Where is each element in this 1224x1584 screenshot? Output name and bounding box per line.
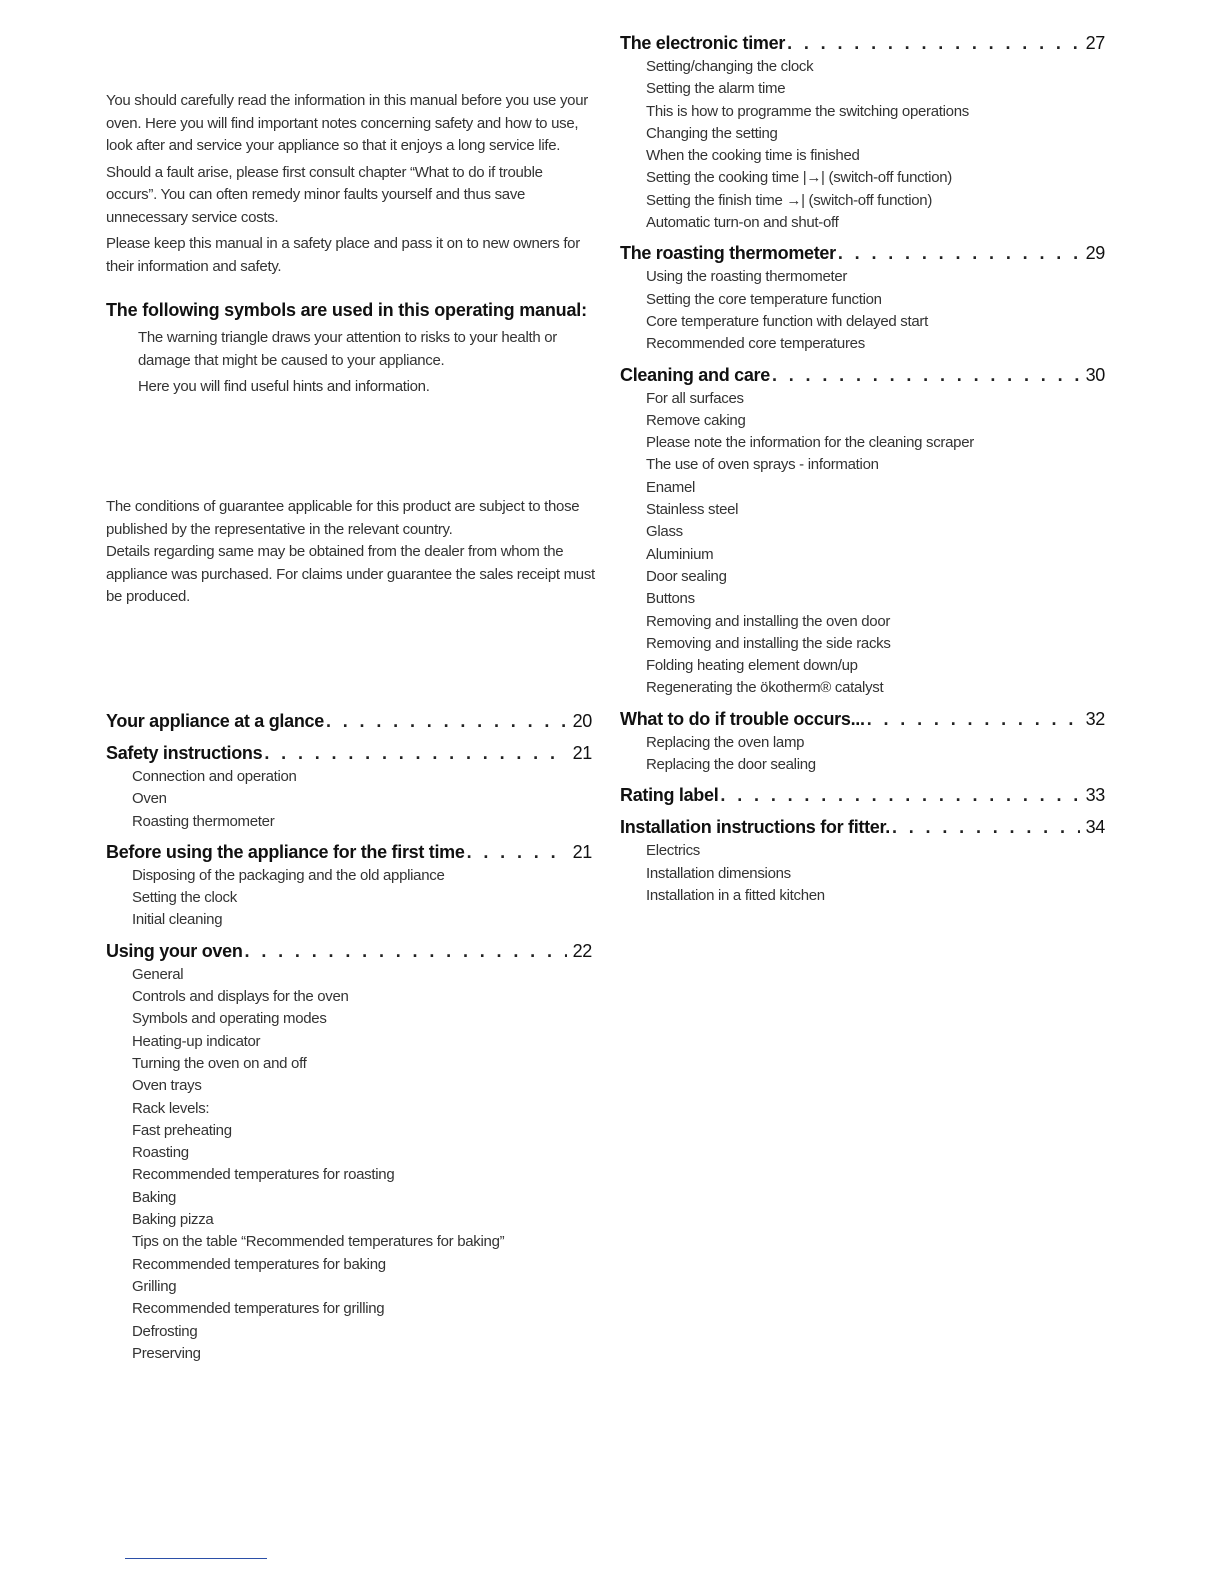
toc-dot-leader: [787, 30, 1080, 56]
intro-paragraph: You should carefully read the information in this manual before you use your oven. Here you will find important notes concerning safety and how to use, look after and service your appliance so that it enjoys a long service life.: [106, 92, 588, 154]
toc-subitem: Regenerating the ökotherm® catalyst: [646, 679, 884, 697]
toc-subitem: Recommended temperatures for roasting: [132, 1166, 395, 1184]
toc-dot-leader: [772, 362, 1080, 388]
toc-heading[interactable]: [620, 706, 1105, 732]
toc-heading[interactable]: [106, 708, 592, 734]
toc-heading-title: Safety instructions: [106, 743, 263, 763]
toc-section: [620, 240, 1105, 355]
toc-subitem: Recommended temperatures for grilling: [132, 1300, 385, 1318]
toc-subitem: Replacing the oven lamp: [646, 733, 805, 751]
toc-page-number: 29: [1085, 243, 1105, 264]
toc-subitem: Glass: [646, 523, 683, 541]
toc-page-number: 34: [1085, 817, 1105, 838]
toc-subitem: Baking pizza: [132, 1211, 214, 1229]
toc-subitem: Baking: [132, 1188, 177, 1206]
toc-subitem: The use of oven sprays - information: [646, 456, 879, 474]
toc-subitem: Installation dimensions: [646, 864, 791, 882]
toc-section: [620, 30, 1105, 234]
toc-subitem: Installation in a fitted kitchen: [646, 886, 825, 904]
toc-section: [620, 782, 1105, 808]
toc-subitem: Oven: [132, 790, 167, 808]
toc-dot-leader: [467, 839, 567, 865]
toc-subitem: Disposing of the packaging and the old appliance: [132, 866, 445, 884]
toc-page-number: 21: [572, 841, 592, 862]
toc-subitem: Preserving: [132, 1344, 201, 1362]
toc-subitem: Setting the cooking time |→| (switch-off function): [646, 169, 952, 187]
toc-subitem: Aluminium: [646, 545, 714, 563]
table-of-contents-right: [620, 30, 1105, 913]
toc-section: [620, 362, 1105, 700]
toc-subitem: Removing and installing the oven door: [646, 612, 891, 630]
toc-subitem: Setting the alarm time: [646, 80, 786, 98]
guarantee-paragraph: Details regarding same may be obtained from the dealer from whom the appliance was purchased. For claims under guarantee the sales receipt must be produced.: [106, 543, 595, 605]
toc-subitem: Automatic turn-on and shut-off: [646, 214, 839, 232]
toc-subitem: Setting the finish time →| (switch-off function): [646, 191, 933, 209]
toc-subitem: Turning the oven on and off: [132, 1054, 307, 1072]
symbol-warning-text: The warning triangle draws your attention to risks to your health or damage that might be caused to your appliance.: [138, 329, 557, 369]
toc-subitem: Setting/changing the clock: [646, 58, 814, 75]
toc-subitem: When the cooking time is finished: [646, 147, 860, 165]
toc-heading[interactable]: [106, 740, 592, 766]
toc-subitem: Fast preheating: [132, 1121, 232, 1139]
toc-page-number: 30: [1085, 364, 1105, 385]
toc-subitem: Folding heating element down/up: [646, 657, 858, 675]
toc-heading-title: Before using the appliance for the first time: [106, 841, 465, 862]
toc-subitem: For all surfaces: [646, 389, 744, 407]
toc-heading-title: Rating label: [620, 785, 719, 806]
toc-subitem: Controls and displays for the oven: [132, 988, 349, 1006]
toc-subitem: Defrosting: [132, 1322, 198, 1340]
toc-subitem: Core temperature function with delayed start: [646, 312, 928, 330]
toc-heading[interactable]: [106, 839, 592, 865]
toc-page-number: 27: [1085, 33, 1105, 53]
toc-heading-title: The roasting thermometer: [620, 243, 836, 264]
intro-section: [106, 90, 596, 403]
toc-subitem: Setting the clock: [132, 889, 237, 907]
toc-page-number: 32: [1085, 708, 1105, 729]
toc-subitem: Roasting thermometer: [132, 812, 275, 830]
toc-heading[interactable]: [620, 814, 1105, 840]
toc-subitem: Removing and installing the side racks: [646, 634, 891, 652]
toc-dot-leader: [720, 782, 1079, 808]
toc-subitem: Tips on the table “Recommended temperatures for baking”: [132, 1233, 505, 1251]
toc-section: [620, 706, 1105, 777]
toc-subitem: Initial cleaning: [132, 911, 223, 929]
toc-subitem: Roasting: [132, 1144, 189, 1162]
toc-subitem: This is how to programme the switching operations: [646, 102, 969, 120]
toc-subitem: Door sealing: [646, 567, 727, 585]
toc-subitem: Using the roasting thermometer: [646, 268, 848, 286]
toc-dot-leader: [867, 706, 1080, 732]
toc-section: [106, 938, 592, 1365]
toc-subitem: Recommended core temperatures: [646, 335, 865, 353]
toc-dot-leader: [245, 938, 567, 964]
toc-page-number: 21: [572, 743, 592, 763]
toc-heading-title: Your appliance at a glance: [106, 711, 324, 731]
toc-subitem: Stainless steel: [646, 501, 739, 519]
toc-section: [620, 814, 1105, 907]
toc-heading[interactable]: [106, 938, 592, 964]
toc-heading-title: Cleaning and care: [620, 364, 770, 385]
toc-dot-leader: [838, 240, 1080, 266]
guarantee-section: [106, 496, 596, 613]
toc-section: [106, 740, 592, 833]
symbols-heading: The following symbols are used in this operating manual:: [106, 300, 587, 320]
toc-subitem: General: [132, 965, 184, 983]
toc-heading-title: What to do if trouble occurs...: [620, 708, 865, 729]
toc-page-number: 22: [572, 940, 592, 961]
toc-subitem: Enamel: [646, 478, 696, 496]
symbol-hint-text: Here you will find useful hints and information.: [138, 378, 430, 395]
guarantee-paragraph: The conditions of guarantee applicable for this product are subject to those published by the representative in the relevant country.: [106, 498, 580, 538]
toc-heading-title: Installation instructions for fitter.: [620, 817, 890, 838]
intro-paragraph: Please keep this manual in a safety place and pass it on to new owners for their information and safety.: [106, 235, 580, 275]
toc-section: [106, 839, 592, 932]
toc-subitem: Remove caking: [646, 411, 746, 429]
toc-subitem: Connection and operation: [132, 768, 297, 785]
toc-heading[interactable]: [620, 240, 1105, 266]
toc-subitem: Symbols and operating modes: [132, 1010, 327, 1028]
table-of-contents-left: [106, 708, 592, 1371]
toc-subitem: Buttons: [646, 590, 695, 608]
toc-subitem: Recommended temperatures for baking: [132, 1255, 386, 1273]
toc-subitem: Setting the core temperature function: [646, 290, 882, 308]
toc-dot-leader: [892, 814, 1080, 840]
toc-subitem: Heating-up indicator: [132, 1032, 261, 1050]
toc-heading-title: Using your oven: [106, 940, 243, 961]
intro-paragraph: Should a fault arise, please first consult chapter “What to do if trouble occurs”. You can often remedy minor faults yourself and thus save unnecessary service costs.: [106, 163, 543, 226]
toc-dot-leader: [264, 740, 566, 766]
toc-heading[interactable]: [620, 782, 1105, 808]
toc-page-number: 33: [1085, 785, 1105, 806]
toc-subitem: Changing the setting: [646, 124, 778, 142]
toc-subitem: Replacing the door sealing: [646, 756, 816, 774]
toc-subitem: Please note the information for the cleaning scraper: [646, 434, 974, 452]
toc-heading[interactable]: [620, 362, 1105, 388]
footer-rule: [125, 1558, 267, 1559]
toc-subitem: Grilling: [132, 1277, 177, 1295]
toc-dot-leader: [326, 708, 567, 734]
toc-subitem: Rack levels:: [132, 1099, 210, 1117]
toc-heading[interactable]: [620, 30, 1105, 56]
toc-subitem: Oven trays: [132, 1077, 202, 1095]
toc-subitem: Electrics: [646, 842, 700, 860]
toc-page-number: 20: [572, 711, 592, 731]
toc-heading-title: The electronic timer: [620, 33, 786, 53]
toc-section: [106, 708, 592, 734]
